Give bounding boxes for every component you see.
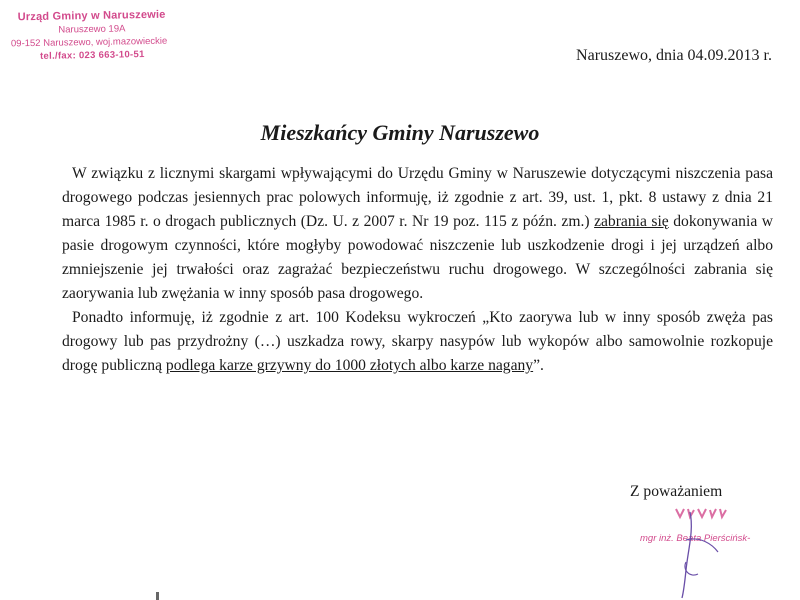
stamp-address: Naruszewo 19A [58,23,126,36]
office-stamp [12,9,173,64]
document-title: Mieszkańcy Gminy Naruszewo [260,120,540,145]
paragraph-2-emphasis: podlega karze grzywny do 1000 złotych albo karze nagany [165,357,534,374]
paragraph-1-emphasis: zabrania się [594,213,669,230]
handwritten-signature [660,500,740,600]
paragraph-2 [62,306,773,378]
paragraph-1 [62,162,773,306]
paragraph-1-part-2: dokonywania w pasie drogowym czynności, które mogłyby powodować niszczenie lub uszkodzenie drogi i jej urządzeń albo zmniejszenie jej trwałości oraz zagrażać bezpieczeństwu ruchu drogowego. W szczególności zabrania się zaorywania lub zwężania w inny sposób pasa drogowego. [62,213,773,302]
letter-body [62,162,773,378]
scan-artifact [156,592,159,600]
signatory-name-stamp: mgr inż. Beata Pierścińsk- [640,533,751,544]
stamp-phone: tel./fax: 023 663-10-51 [39,49,145,62]
paragraph-2-part-1: Ponadto informuję, iż zgodnie z art. 100 Kodeksu wykroczeń „Kto zaorywa lub w inny sposób zwęża pas drogowy lub pas przydrożny (…) uszkadza rowy, skarpy nasypów lub wykopów albo samowolnie rozkopuje drogę publiczną [62,309,773,374]
paragraph-1-part-1: W związku z licznymi skargami wpływającymi do Urzędu Gminy w Naruszewie dotyczącymi niszczenia pasa drogowego podczas jesiennych prac polowych informuję, iż zgodnie z art. 39, ust. 1, pkt. 8 ustawy z dnia 21 marca 1985 r. o drogach publicznych (Dz. U. z 2007 r. Nr 19 poz. 115 z późn. zm.) [62,165,773,230]
stamp-postal-address: 09-152 Naruszewo, woj.mazowieckie [10,35,168,50]
document-date: Naruszewo, dnia 04.09.2013 r. [576,47,772,64]
paragraph-2-part-2: ”. [533,357,544,374]
stamp-office-name: Urząd Gminy w Naruszewie [17,8,166,24]
closing-phrase: Z poważaniem [630,483,723,500]
